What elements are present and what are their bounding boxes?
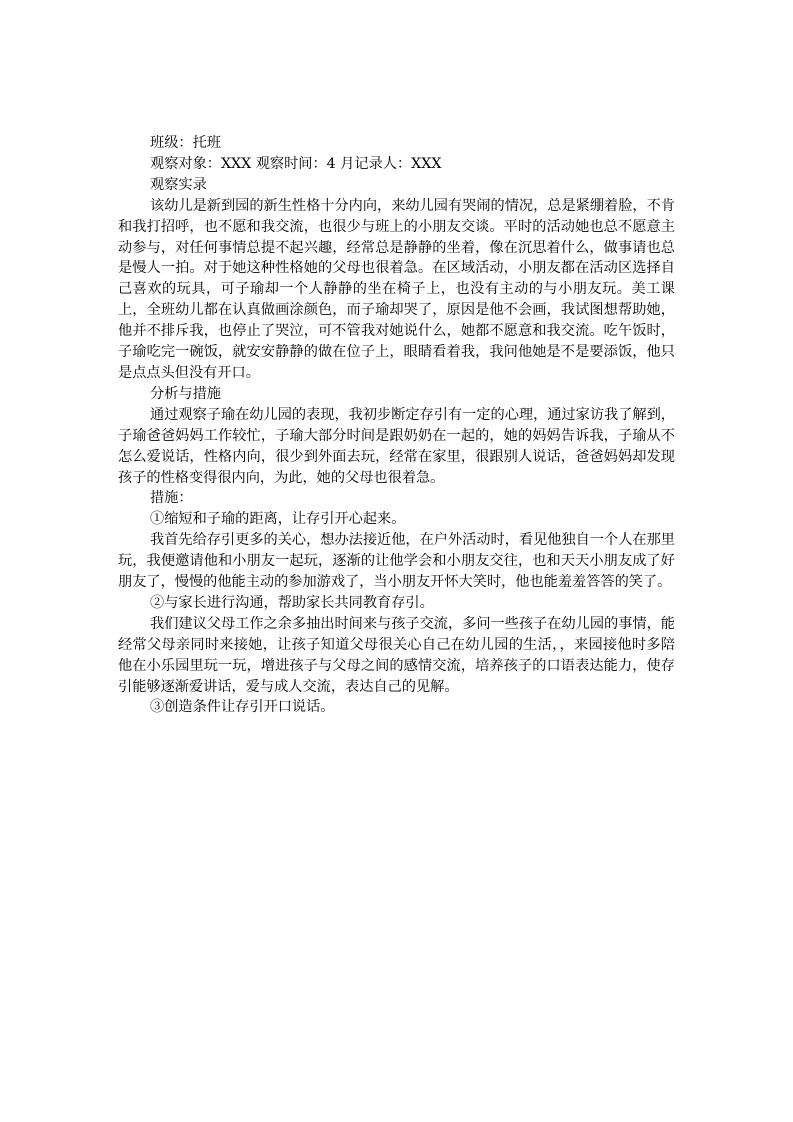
measure-2-title: ②与家长进行沟通，帮助家长共同教育存引。 [150,594,434,611]
observe-info-line: 观察对象：XXX 观察时间：4 月记录人：XXX [150,155,442,172]
measure-1-title: ①缩短和子瑜的距离，让存引开心起来。 [150,511,406,528]
analysis-paragraph: 通过观察子瑜在幼儿园的表现，我初步断定存引有一定的心理，通过家访我了解到，子瑜爸爸妈妈工作较忙，子瑜大部分时间是跟奶奶在一起的，她的妈妈告诉我，子瑜从不怎么爱说话，性格内向，很少到外面去玩，经常在家里，很跟别人说话，爸爸妈妈却发现孩子的性格变得很内向，为此，她的父母也很着急。 [118,406,675,486]
record-heading: 观察实录 [150,176,207,193]
record-paragraph: 该幼儿是新到园的新生性格十分内向，来幼儿园有哭闹的情况，总是紧绷着脸，不肯和我打招呼，也不愿和我交流，也很少与班上的小朋友交谈。平时的活动她也总不愿意主动参与，对任何事情总提不起兴趣，经常总是静静的坐着，像在沉思着什么，做事请也总是慢人一拍。对于她这种性格她的父母也很着急。在区域活动，小朋友都在活动区选择自己喜欢的玩具，可子瑜却一个人静静的坐在椅子上，也没有主动的与小朋友玩。美工课上，全班幼儿都在认真做画涂颜色，而子瑜却哭了，原因是他不会画，我试图想帮助她，他并不排斥我，也停止了哭泣，可不管我对她说什么，她都不愿意和我交流。吃午饭时，子瑜吃完一碗饭，就安安静静的做在位子上，眼睛看着我，我问他她是不是要添饭，他只是点点头但没有开口。 [118,197,675,381]
analysis-heading: 分析与措施 [150,385,221,402]
measure-1-paragraph: 我首先给存引更多的关心，想办法接近他，在户外活动时，看见他独自一个人在那里玩，我便邀请他和小朋友一起玩，逐渐的让他学会和小朋友交往，也和天天小朋友成了好朋友了，慢慢的他能主动的参加游戏了，当小朋友开怀大笑时，他也能羞羞答答的笑了。 [118,532,675,591]
measure-3-title: ③创造条件让存引开口说话。 [150,699,335,716]
measures-heading: 措施： [150,490,193,507]
class-line: 班级：托班 [150,135,221,151]
measure-2-paragraph: 我们建议父母工作之余多抽出时间来与孩子交流，多问一些孩子在幼儿园的事情，能经常父母亲同时来接她，让孩子知道父母很关心自己在幼儿园的生活，，来园接他时多陪他在小乐园里玩一玩，增进孩子与父母之间的感情交流，培养孩子的口语表达能力，使存引能够逐渐爱讲话，爱与成人交流，表达自己的见解。 [118,615,675,695]
document-page [118,133,675,718]
